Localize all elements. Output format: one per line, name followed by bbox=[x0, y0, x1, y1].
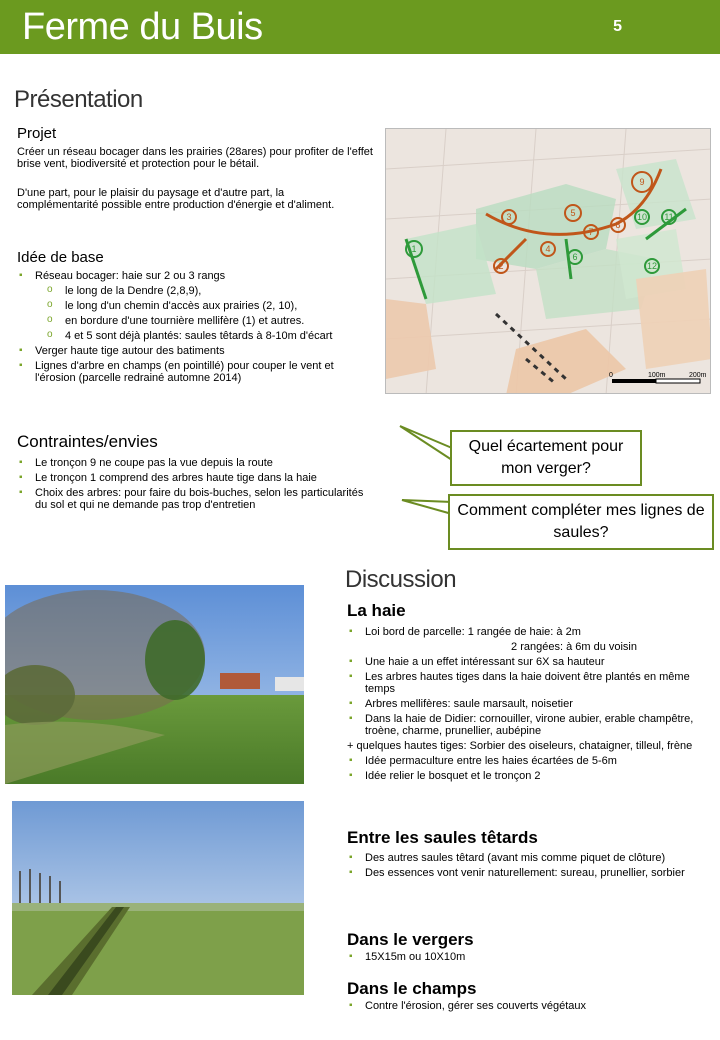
map-drawing bbox=[386, 129, 711, 394]
list-item: ▪ Réseau bocager: haie sur 2 ou 3 rangs bbox=[17, 270, 367, 282]
header-bar bbox=[0, 0, 720, 54]
saules-list bbox=[347, 852, 697, 882]
saules-heading: Entre les saules têtards bbox=[347, 828, 538, 847]
list-item: ▪ Des essences vont venir naturellement: sureau, prunellier, sorbier bbox=[347, 867, 697, 879]
list-item: + quelques hautes tiges: Sorbier des oiseleurs, chataigner, tilleul, frène bbox=[347, 740, 693, 752]
hedge-photo bbox=[5, 585, 304, 784]
list-item: ▪ Une haie a un effet intéressant sur 6X sa hauteur bbox=[347, 656, 707, 668]
map-marker-label: 2 bbox=[498, 261, 504, 271]
list-item: ▪ Contre l'érosion, gérer ses couverts végétaux bbox=[347, 1000, 697, 1012]
list-item: ▪ Idée relier le bosquet et le tronçon 2 bbox=[347, 770, 707, 782]
list-item: ▪ Choix des arbres: pour faire du bois-buches, selon les particularités du sol et qui ne demande pas trop d'entretien bbox=[17, 487, 367, 511]
haie-heading: La haie bbox=[347, 601, 406, 620]
map-marker-label: 5 bbox=[570, 208, 576, 218]
page-title: Ferme du Buis bbox=[22, 6, 263, 48]
presentation-title: Présentation bbox=[14, 86, 143, 113]
list-item: ▪ Lignes d'arbre en champs (en pointillé) pour couper le vent et l'érosion (parcelle redrainé automne 2014) bbox=[17, 360, 367, 384]
discussion-title: Discussion bbox=[345, 566, 457, 593]
list-item: ▪ Des autres saules têtard (avant mis comme piquet de clôture) bbox=[347, 852, 697, 864]
list-item: ▪ Verger haute tige autour des batiments bbox=[17, 345, 367, 357]
map-marker-label: 8 bbox=[615, 220, 621, 230]
list-item: ▪ Loi bord de parcelle: 1 rangée de haie: à 2m bbox=[347, 626, 707, 638]
list-item: o 4 et 5 sont déjà plantés: saules têtards à 8-10m d'écart bbox=[17, 330, 367, 342]
list-item: ▪ Le tronçon 1 comprend des arbres haute tige dans la haie bbox=[17, 472, 367, 484]
projet-paragraph-2: D'une part, pour le plaisir du paysage et d'autre part, la complémentarité possible entre production d'énergie et d'aliment. bbox=[17, 187, 335, 211]
projet-heading: Projet bbox=[17, 125, 57, 142]
list-item: ▪ Dans la haie de Didier: cornouiller, virone aubier, erable champêtre, troène, charme, prunellier, aubépine bbox=[347, 713, 707, 737]
callout-verger-question: Quel écartement pour mon verger? bbox=[450, 430, 642, 486]
scale-label: 200m bbox=[689, 372, 707, 379]
list-item: ▪ Le tronçon 9 ne coupe pas la vue depuis la route bbox=[17, 457, 367, 469]
page-number: 5 bbox=[613, 18, 622, 35]
champs-heading: Dans le champs bbox=[347, 979, 477, 998]
list-item: 2 rangées: à 6m du voisin bbox=[511, 641, 637, 653]
map-marker-label: 9 bbox=[639, 177, 645, 187]
list-item: ▪ Idée permaculture entre les haies écartées de 5-6m bbox=[347, 755, 707, 767]
map-marker-label: 7 bbox=[588, 227, 594, 237]
map-marker-label: 10 bbox=[636, 212, 648, 222]
map-marker-label: 3 bbox=[506, 212, 512, 222]
vergers-heading: Dans le vergers bbox=[347, 930, 474, 949]
list-item: ▪ 15X15m ou 10X10m bbox=[347, 951, 697, 963]
scale-label: 0 bbox=[609, 372, 613, 379]
list-item: o en bordure d'une tournière mellifère (1) et autres. bbox=[17, 315, 367, 327]
map-marker-label: 12 bbox=[646, 261, 658, 271]
map-marker-label: 11 bbox=[664, 212, 674, 222]
parcel-map bbox=[385, 128, 711, 394]
list-item: o le long d'un chemin d'accès aux prairies (2, 10), bbox=[17, 300, 367, 312]
idee-heading: Idée de base bbox=[17, 249, 104, 266]
list-item: ▪ Arbres mellifères: saule marsault, noisetier bbox=[347, 698, 707, 710]
contraintes-heading: Contraintes/envies bbox=[17, 432, 158, 451]
callout-saules-question: Comment compléter mes lignes de saules? bbox=[448, 494, 714, 550]
idee-list bbox=[17, 270, 367, 387]
list-item: ▪ Les arbres hautes tiges dans la haie doivent être plantés en même temps bbox=[347, 671, 707, 695]
vergers-list bbox=[347, 951, 697, 966]
projet-paragraph-1: Créer un réseau bocager dans les prairies (28ares) pour profiter de l'effet brise vent, biodiversité et protection pour le bétail. bbox=[17, 146, 373, 170]
contraintes-list bbox=[17, 457, 367, 514]
field-photo bbox=[12, 801, 304, 995]
champs-list bbox=[347, 1000, 697, 1015]
map-marker-label: 4 bbox=[545, 244, 551, 254]
list-item: o le long de la Dendre (2,8,9), bbox=[17, 285, 367, 297]
scale-label: 100m bbox=[648, 372, 666, 379]
haie-list bbox=[347, 626, 707, 785]
map-marker-label: 6 bbox=[572, 252, 578, 262]
map-marker-label: 1 bbox=[411, 244, 417, 254]
